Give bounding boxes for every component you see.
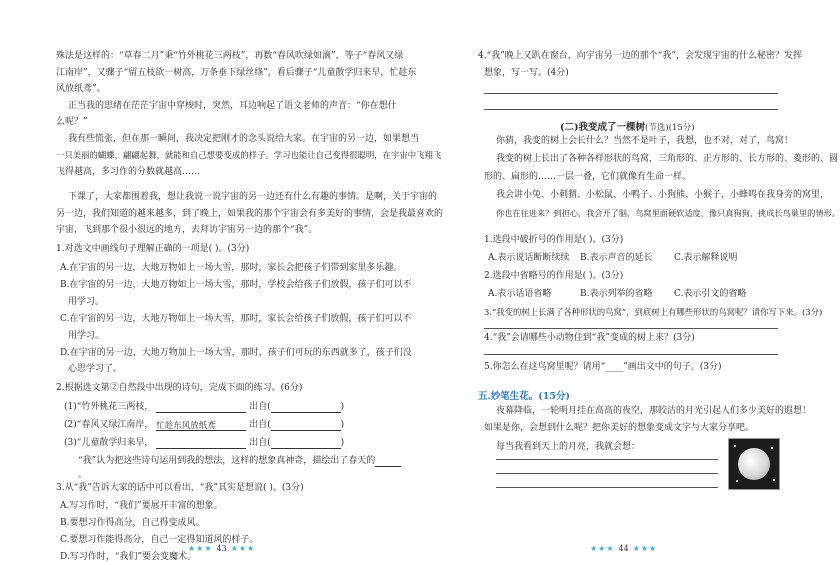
writing-section-title: 五.妙笔生花。(15分) <box>478 391 571 402</box>
fill-blank[interactable] <box>156 403 246 413</box>
question-2-summary: “我”认为把这些诗句运用到我的想法，这样的想象真神奇，描绘出了春天的 <box>78 456 401 467</box>
moon-picture <box>728 438 780 490</box>
question-r5: 5.你怎么在这鸟窝里呢？请用“____”画出文中的句子。(3分) <box>484 362 722 372</box>
reading-line: 我会讲小兔、小刺猬、小松鼠、小鸭子、小狗熊、小猴子，小蜂鸣在我身旁的窝里， <box>496 190 830 200</box>
writing-line[interactable] <box>496 487 718 488</box>
option-3b: B.要想习作得高分，自己得变成风。 <box>60 518 205 528</box>
question-2: 2.根据选文第②自然段中出现的诗句，完成下面的练习。(6分) <box>56 383 303 393</box>
handwritten-mark: 。 <box>78 470 87 480</box>
passage-line: 宇宙，飞到那个很小很远的地方，去拜访宇宙另一边的那个“我”。 <box>56 225 318 235</box>
option-1d: D.在宇宙的另一边，大地万物加上一场大雪，那时，孩子们可玩的东西就多了，孩子们没 <box>60 348 412 358</box>
passage-line: 么呢？” <box>56 117 88 127</box>
fill-blank[interactable] <box>156 439 246 449</box>
option-1c: C.在宇宙的另一边，大地万物如上一场大雪，那时，家长会给孩子们放假，孩子们可以不 <box>60 314 412 324</box>
passage-line: 另一边，我们知道的越来越多，到了晚上，如果我的那个宇宙会有多美好的事情，会是我最喜欢的 <box>56 209 444 219</box>
passage-line: 一只美丽的蝴蝶，翩翩起舞，就能和自己想要变成的样子。学习也能让自己变得很聪明，在宇宙中飞翔飞 <box>56 150 442 160</box>
question-r4: 4.“我”会请哪些小动物住到“我”变成的树上来？(3分) <box>484 333 695 343</box>
writing-line[interactable] <box>496 459 718 460</box>
option-1c-cont: 用学习。 <box>68 331 105 341</box>
option-1a: A.在宇宙的另一边，大地万物如上一场大雪，那时，家长会把孩子们带到家里多乐趣。 <box>60 263 403 273</box>
question-r2: 2.选段中省略号的作用是( )。(3分) <box>484 271 624 281</box>
question-2-item-2: (2)“春风又绿江南岸， 忙趁东风放纸鸢 出自( ) <box>64 420 345 431</box>
writing-line[interactable] <box>496 473 718 474</box>
reading-line: 你猜，我变的树上会长什么？当然不是叶子，我想，也不对，对了，鸟窝！ <box>496 136 794 146</box>
reading-title: (二)我变成了一棵树(节选)(15分) <box>560 122 695 133</box>
passage-line: 风放纸鸢”。 <box>56 84 106 94</box>
option-3c: C.要想习作能得高分，自己一定得知道风的样子。 <box>60 535 259 545</box>
source-blank[interactable] <box>271 439 341 449</box>
writing-instruction: 如果是你，会想到什么呢？把你美好的想象变成文字与大家分享吧。 <box>484 423 755 433</box>
question-2-item-1: (1)“竹外桃花三两枝， 出自( ) <box>64 402 345 412</box>
answer-line[interactable] <box>484 93 778 94</box>
option-1b-cont: 用学习。 <box>68 297 105 307</box>
answer-line[interactable] <box>484 354 778 355</box>
option-3d: D.写习作时，“我们”要会变魔术。 <box>60 552 196 562</box>
passage-line: 飞得越高，多习作的分数就越高…… <box>56 167 201 177</box>
fill-blank[interactable] <box>375 457 401 467</box>
question-2-item-3: (3)“儿童散学归来早， 出自( ) <box>64 438 345 448</box>
option-1d-cont: 心思学习了。 <box>68 364 123 374</box>
passage-line: 江南岸”，又骤子“留五枝欲一树高，万条垂下绿丝绦”，看后骤子“儿童散学归来早，忙趁东 <box>56 68 417 78</box>
passage-line: 下课了，大家都围着我，想让我说一说宇宙的另一边还有什么有趣的事情。是啊，关于宇宙的 <box>68 192 438 202</box>
fill-blank[interactable]: 忙趁东风放纸鸢 <box>156 421 246 431</box>
passage-line: 我有些慌张，但在那一瞬间，我决定把刚才的念头说给大家。在宇宙的另一边，如果想当 <box>68 134 420 144</box>
question-4-prev-cont: 想象，写一写。(4分) <box>484 68 569 78</box>
question-1: 1.对选文中画线句子理解正确的一项是( )。(3分) <box>56 244 250 254</box>
page-right <box>400 0 840 565</box>
source-blank[interactable] <box>271 403 341 413</box>
question-4-prev: 4.“我”晚上又趴在窗台，向宇宙另一边的那个“我”，会发现宇宙的什么秘密？发挥 <box>478 51 802 61</box>
answer-line[interactable] <box>484 328 778 329</box>
question-r1: 1.选段中破折号的作用是( )。(3分) <box>484 235 624 245</box>
reading-line: 我变的树上长出了各种各样形状的鸟窝，三角形的、正方形的、长方形的、菱形的、圆 <box>496 154 839 164</box>
options-r1: A.表示说话断断续续 B.表示声音的延长 C.表示解释说明 <box>488 253 738 263</box>
passage-line: 正当我的思绪在茫茫宇宙中穿梭时，突然，耳边响起了语文老师的声音：“你在想什 <box>68 101 397 111</box>
answer-line[interactable] <box>484 109 778 110</box>
question-3: 3.从“我”告诉大家的话中可以看出，“我”其实是想说( )。(3分) <box>56 483 304 493</box>
option-3a: A.写习作时，“我们”要展开丰富的想象。 <box>60 501 223 511</box>
reading-line: 形的、扁形的……一层一叠，它们就像有生命一样。 <box>484 172 692 182</box>
reading-line: 你也在住进来？到担心，我会开了脑，鸟窝里面硬软适度，像只真狗狗，挑成长鸟巢里的情形。 <box>496 208 840 218</box>
writing-instruction: 夜幕降临，一轮明月挂在高高的夜空，那皎洁的月光引起人们多少美好的遐想！ <box>496 406 812 416</box>
question-r3: 3.“我变的树上长满了各种形状的鸟窝”，到底树上有哪些形状的鸟窝呢？请你写下来。(3分) <box>484 307 823 317</box>
page-number-right: ★★★ 44 ★★★ <box>590 544 658 553</box>
writing-prompt: 每当我看到天上的月亮，我就会想： <box>496 442 641 452</box>
option-1b: B.在宇宙的另一边，大地万物如上一场大雪，那时，学校会给孩子们放假，孩子们可以不 <box>60 280 412 290</box>
page-number-left: ★★★ 43 ★★★ <box>188 544 256 553</box>
options-r2: A.表示话语省略 B.表示列举的省略 C.表示引文的省略 <box>488 289 747 299</box>
passage-line: 殊法是这样的：“草春二月”秉“竹外桃花三两枝”，再数“春风吹绿如滴”，等子“春风又绿 <box>56 51 404 61</box>
source-blank[interactable] <box>271 421 341 431</box>
